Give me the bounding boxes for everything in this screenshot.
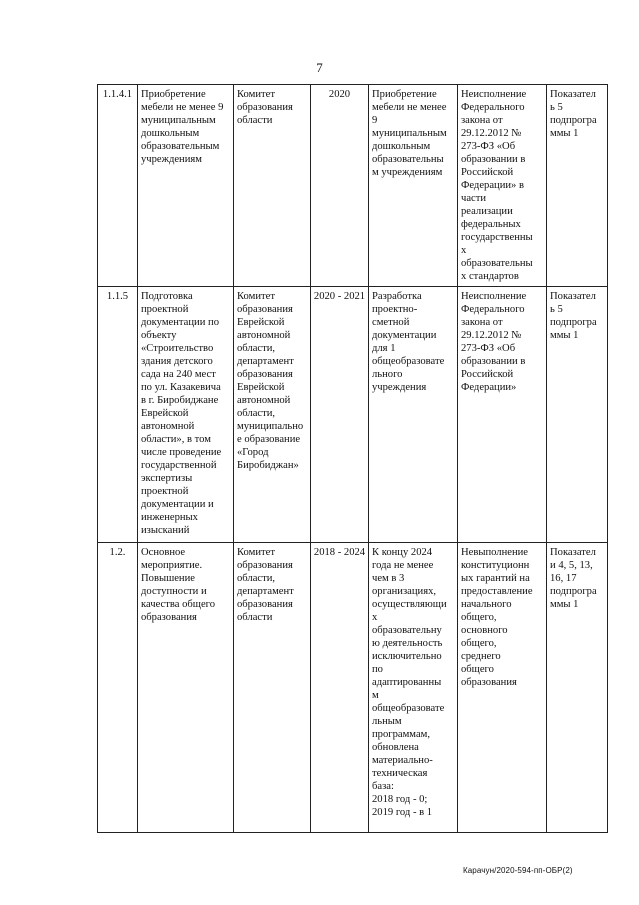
consequences: Неисполнение Федерального закона от 29.12.2012 № 273-ФЗ «Об образовании в Российской Федерации»: [458, 287, 547, 543]
period: 2018 - 2024: [311, 543, 369, 833]
consequences: Невыполнение конституционн ых гарантий на предоставление начального общего, основного общего, среднего общего образования: [458, 543, 547, 833]
row-number: 1.1.4.1: [98, 85, 138, 287]
period: 2020: [311, 85, 369, 287]
program-activities-table: [97, 84, 608, 833]
expected-result: Разработка проектно- сметной документации для 1 общеобразовате льного учреждения: [369, 287, 458, 543]
executor: Комитет образования области, департамент образования области: [234, 543, 311, 833]
expected-result: Приобретение мебели не менее 9 муниципальным дошкольным образовательны м учреждениям: [369, 85, 458, 287]
activity-name: Приобретение мебели не менее 9 муниципальным дошкольным образовательным учреждениям: [138, 85, 234, 287]
indicators: Показател ь 5 подпрогра ммы 1: [547, 85, 608, 287]
indicators: Показател и 4, 5, 13, 16, 17 подпрогра ммы 1: [547, 543, 608, 833]
consequences: Неисполнение Федерального закона от 29.12.2012 № 273-ФЗ «Об образовании в Российской Федерации» в части реализации федеральных государственны х образовательны х стандартов: [458, 85, 547, 287]
table-row: [98, 85, 608, 287]
activity-name: Основное мероприятие. Повышение доступности и качества общего образования: [138, 543, 234, 833]
table-row: [98, 543, 608, 833]
page-number: 7: [316, 60, 323, 75]
table-row: [98, 287, 608, 543]
executor: Комитет образования области: [234, 85, 311, 287]
executor: Комитет образования Еврейской автономной области, департамент образования Еврейской автономной области, муниципально е образование «Город Биробиджан»: [234, 287, 311, 543]
row-number: 1.1.5: [98, 287, 138, 543]
row-number: 1.2.: [98, 543, 138, 833]
document-footer-code: Карачун/2020-594-пп-ОБР(2): [463, 866, 573, 875]
expected-result: К концу 2024 года не менее чем в 3 организациях, осуществляющи х образовательну ю деятельность исключительно по адаптированны м общеобразовате льным программам, обновлена материально- техническая база: 2018 год - 0; 2019 год - в 1: [369, 543, 458, 833]
activity-name: Подготовка проектной документации по объекту «Строительство здания детского сада на 240 мест по ул. Казакевича в г. Биробиджане Еврейской автономной области», в том числе проведение государственной экспертизы проектной документации и инженерных изысканий: [138, 287, 234, 543]
period: 2020 - 2021: [311, 287, 369, 543]
indicators: Показател ь 5 подпрогра ммы 1: [547, 287, 608, 543]
